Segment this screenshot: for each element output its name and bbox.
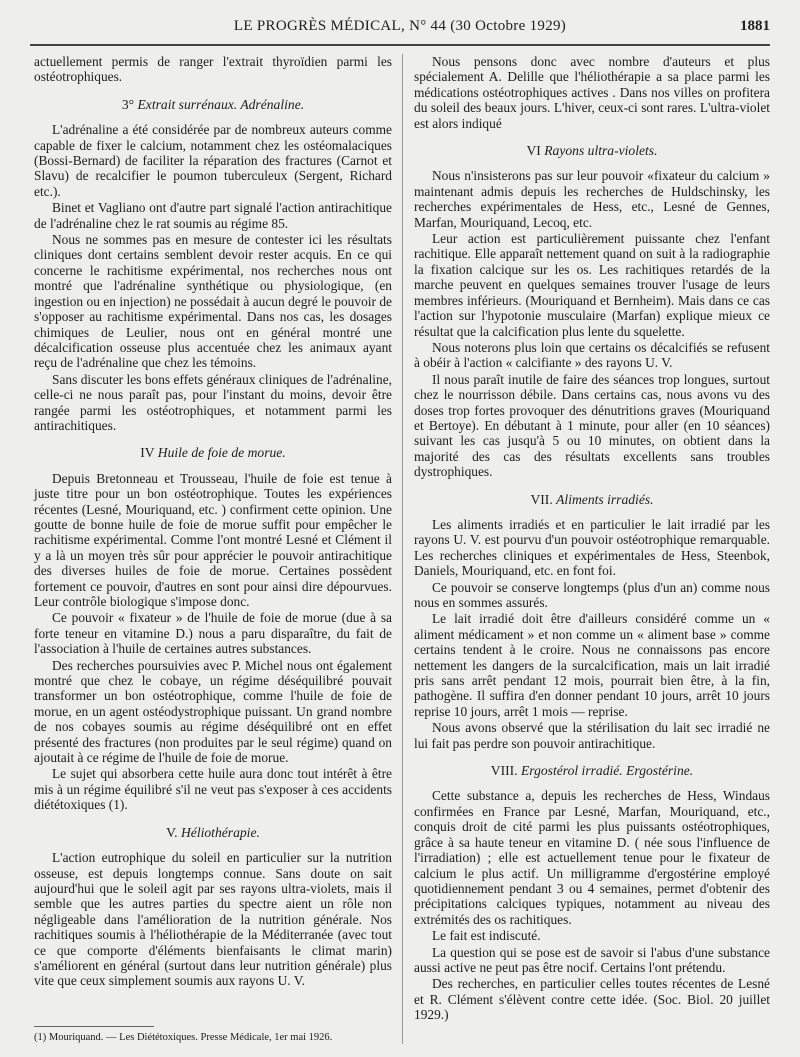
footnote-rule [34,1026,154,1027]
paragraph: Des recherches, en particulier celles toutes récentes de Lesné et R. Clément s'élèvent contre cette idée. (Soc. Biol. 20 juillet 1929.) [414,976,770,1023]
footnote: (1) Mouriquand. — Les Diététoxiques. Presse Médicale, 1er mai 1926. [34,1032,333,1043]
right-column [414,54,770,1024]
paragraph: Le sujet qui absorbera cette huile aura donc tout intérêt à être mis à un régime équilibré s'il ne veut pas s'exposer à ces accidents diététoxiques (1). [34,766,392,813]
paragraph: Ce pouvoir se conserve longtemps (plus d'un an) comme nous nous en sommes assurés. [414,579,770,610]
section-number: 3° [121,96,138,112]
section-number: IV [140,445,158,461]
page-number: 1881 [740,18,770,34]
paragraph: Nous n'insisterons pas sur leur pouvoir «fixateur du calcium » maintenant admis depuis les recherches de Huldschinsky, les recherches expérimentales de Hess, etc., Lesné de Gennes, Marfan, Mouriquand, Lecoq, etc. [414,168,770,230]
paragraph: Leur action est particulièrement puissante chez l'enfant rachitique. Elle apparaît nettement quand on suit à la radiographie la fixation calcique sur les os. Les rachitiques retardés de la marche peuvent en quelques semaines trouver l'usage de leurs membres inférieurs. (Mouriquand et Bernheim). Mais dans ce cas l'action sur l'hypotonie musculaire (Marfan) explique mieux ce résultat que la calcification plus lente du squelette. [414,231,770,339]
paragraph: Binet et Vagliano ont d'autre part signalé l'action antirachitique de l'adrénaline chez le rat soumis au régime 85. [34,200,392,231]
paragraph: Nous ne sommes pas en mesure de contester ici les résultats cliniques dont certains semblent devoir rester acquis. En ce qui concerne le rachitisme expérimental, nos recherches nous ont montré que l'adrénaline synthétique ou physiologique, (en ingestion ou en injection) ne possédait à aucun degré le pouvoir de s'opposer au rachitisme expérimental. Dans nos cas, les dosages chimiques de Leulier, nous ont en général montré une décalcification osseuse plus accentuée chez les animaux ayant reçu de l'adrénaline que chez les témoins. [34,232,392,371]
paragraph: Les aliments irradiés et en particulier le lait irradié par les rayons U. V. est pourvu d'un pouvoir ostéotrophique remarquable. Les recherches cliniques et expérimentales de Hess, Steenbok, Daniels, Mouriquand, etc. en font foi. [414,516,770,579]
page-header [30,14,770,46]
paragraph: Il nous paraît inutile de faire des séances trop longues, surtout chez le nourrisson débile. Dans certains cas, nous avons vu des doses trop fortes provoquer des dénutritions graves (Mouriquand et Bertoye). En débutant à 1 minute, pour aller (en 10 séances) suivant les cas jusqu'à 5 ou 10 minutes, on obtient dans la majorité des cas des résultats excellents sans troubles dystrophiques. [414,371,770,480]
left-column [34,54,392,990]
paragraph: Nous noterons plus loin que certains os décalcifiés se refusent à obéir à l'action « calcifiante » des rayons U. V. [414,339,770,371]
section-heading-5 [34,825,392,840]
section-number: V. [166,824,181,840]
paragraph: L'action eutrophique du soleil en particulier sur la nutrition osseuse, est depuis longtemps connue. Sans doute on sait aujourd'hui que le soleil agit par ses rayons ultra-violets, mais il semble que les autres parties du spectre aient un rôle non négligeable dans l'amélioration de la nutrition générale. Nos rachitiques soumis à l'héliothérapie de la Méditerranée (avec tout ce que comporte d'éléments bienfaisants le climat marin) s'améliorent en général (surtout dans leur nutrition générale) plus vite que ceux simplement soumis aux rayons U. V. [34,850,392,989]
paragraph: La question qui se pose est de savoir si l'abus d'une substance aussi active ne peut pas être nocif. Certains l'ont prétendu. [414,944,770,975]
section-heading-8 [414,763,770,778]
section-title: Rayons ultra-violets. [544,143,658,159]
paragraph: Nous avons observé que la stérilisation du lait sec irradié ne lui fait pas perdre son pouvoir antirachitique. [414,720,770,751]
paragraph: Le lait irradié doit être d'ailleurs considéré comme un « aliment médicament » et non comme un « aliment base » comme certains tendent à le croire. Nous ne connaissons pas encore nettement les dangers de la surcalcification, mais un lait irradié pris sans arrêt pendant 12 mois, pourrait bien être, à la fin, pathogène. Il suffira d'en donner pendant 10 jours, arrêt 10 jours reprise 10 jours, arrêt 1 mois — reprise. [414,611,770,719]
section-title: Héliothérapie. [180,824,260,840]
section-number: VII. [530,491,557,507]
section-number: VIII. [490,763,521,779]
section-heading-3 [34,97,392,112]
section-title: Extrait surrénaux. Adrénaline. [137,96,305,112]
paragraph: Ce pouvoir « fixateur » de l'huile de foie de morue (due à sa forte teneur en vitamine D.) nous a paru disparaître, du fait de l'association à l'huile de certaines autres substances. [34,610,392,657]
section-heading-6 [414,143,770,158]
paragraph: Le fait est indiscuté. [432,928,541,944]
running-title: LE PROGRÈS MÉDICAL, N° 44 (30 Octobre 1929) [233,18,567,34]
section-title: Ergostérol irradié. Ergostérine. [521,763,694,779]
paragraph: Sans discuter les bons effets généraux cliniques de l'adrénaline, celle-ci ne nous paraît pas, pour l'instant du moins, devoir être rangée parmi les ostéotrophiques, et notamment parmi les antirachitiques. [34,371,392,433]
column-divider [402,54,403,1044]
section-heading-4 [34,445,392,460]
section-heading-7 [414,492,770,507]
paragraph: Nous pensons donc avec nombre d'auteurs et plus spécialement A. Delille que l'héliothérapie a sa place parmi les médications ostéotrophiques actives . Dans nos villes on profitera du soleil des beaux jours. L'hiver, ceux-ci sont rares. L'ultra-violet est alors indiqué [414,54,770,131]
section-title: Aliments irradiés. [556,491,654,507]
paragraph: Depuis Bretonneau et Trousseau, l'huile de foie est tenue à juste titre pour un bon ostéotrophique. Toutes les expériences récentes (Lesné, Mouriquand, etc. ) confirment cette opinion. Une goutte de bonne huile de foie de morue suffit pour empêcher le rachitisme expérimental. Comme l'ont montré Lesné et Clément il y a là un moyen très sûr pour apprécier le pouvoir antirachitique des diverses huiles de foie de morue. Certaines possèdent fortement ce pouvoir, d'autres en sont pour ainsi dire dépourvues. Leur contrôle biologique s'impose donc. [34,470,392,609]
paragraph: Cette substance a, depuis les recherches de Hess, Windaus confirmées en France par Lesné, Marfan, Mouriquand, etc., conquis droit de cité parmi les plus puissants ostéotrophiques, grâce à sa haute teneur en vitamine D. ( née sous l'influence de l'irradiation) ; elle est actuellement tenue pour le fixateur de calcium le plus actif. Un milligramme d'ergostérine employé quotidiennement pendant 3 ou 4 semaines, permet d'obtenir des précipitations calciques typiques, notamment au niveau des extrémités des os rachitiques. [414,788,770,927]
paragraph: Des recherches poursuivies avec P. Michel nous ont également montré que chez le cobaye, un régime déséquilibré pouvait transformer un bon ostéotrophique, comme l'huile de foie de morue, en un agent ostéodystrophique puissant. Un grand nombre de nos cobayes soumis au régime déséquilibré ont en effet présenté des fractures (non produites par le seul régime) quand on ajoutait à ce régime de l'huile de foie de morue. [34,657,392,766]
paragraph: L'adrénaline a été considérée par de nombreux auteurs comme capable de fixer le calcium, notamment chez les ostéomalaciques (Bossi-Bernard) de faciliter la réparation des fractures (Carnot et Slavu) de recalcifier le poumon tuberculeux (Sergent, Richard etc.). [34,122,392,199]
section-title: Huile de foie de morue. [157,445,286,461]
section-number: VI [526,143,545,159]
paragraph: actuellement permis de ranger l'extrait thyroïdien parmi les ostéotrophiques. [34,54,392,85]
